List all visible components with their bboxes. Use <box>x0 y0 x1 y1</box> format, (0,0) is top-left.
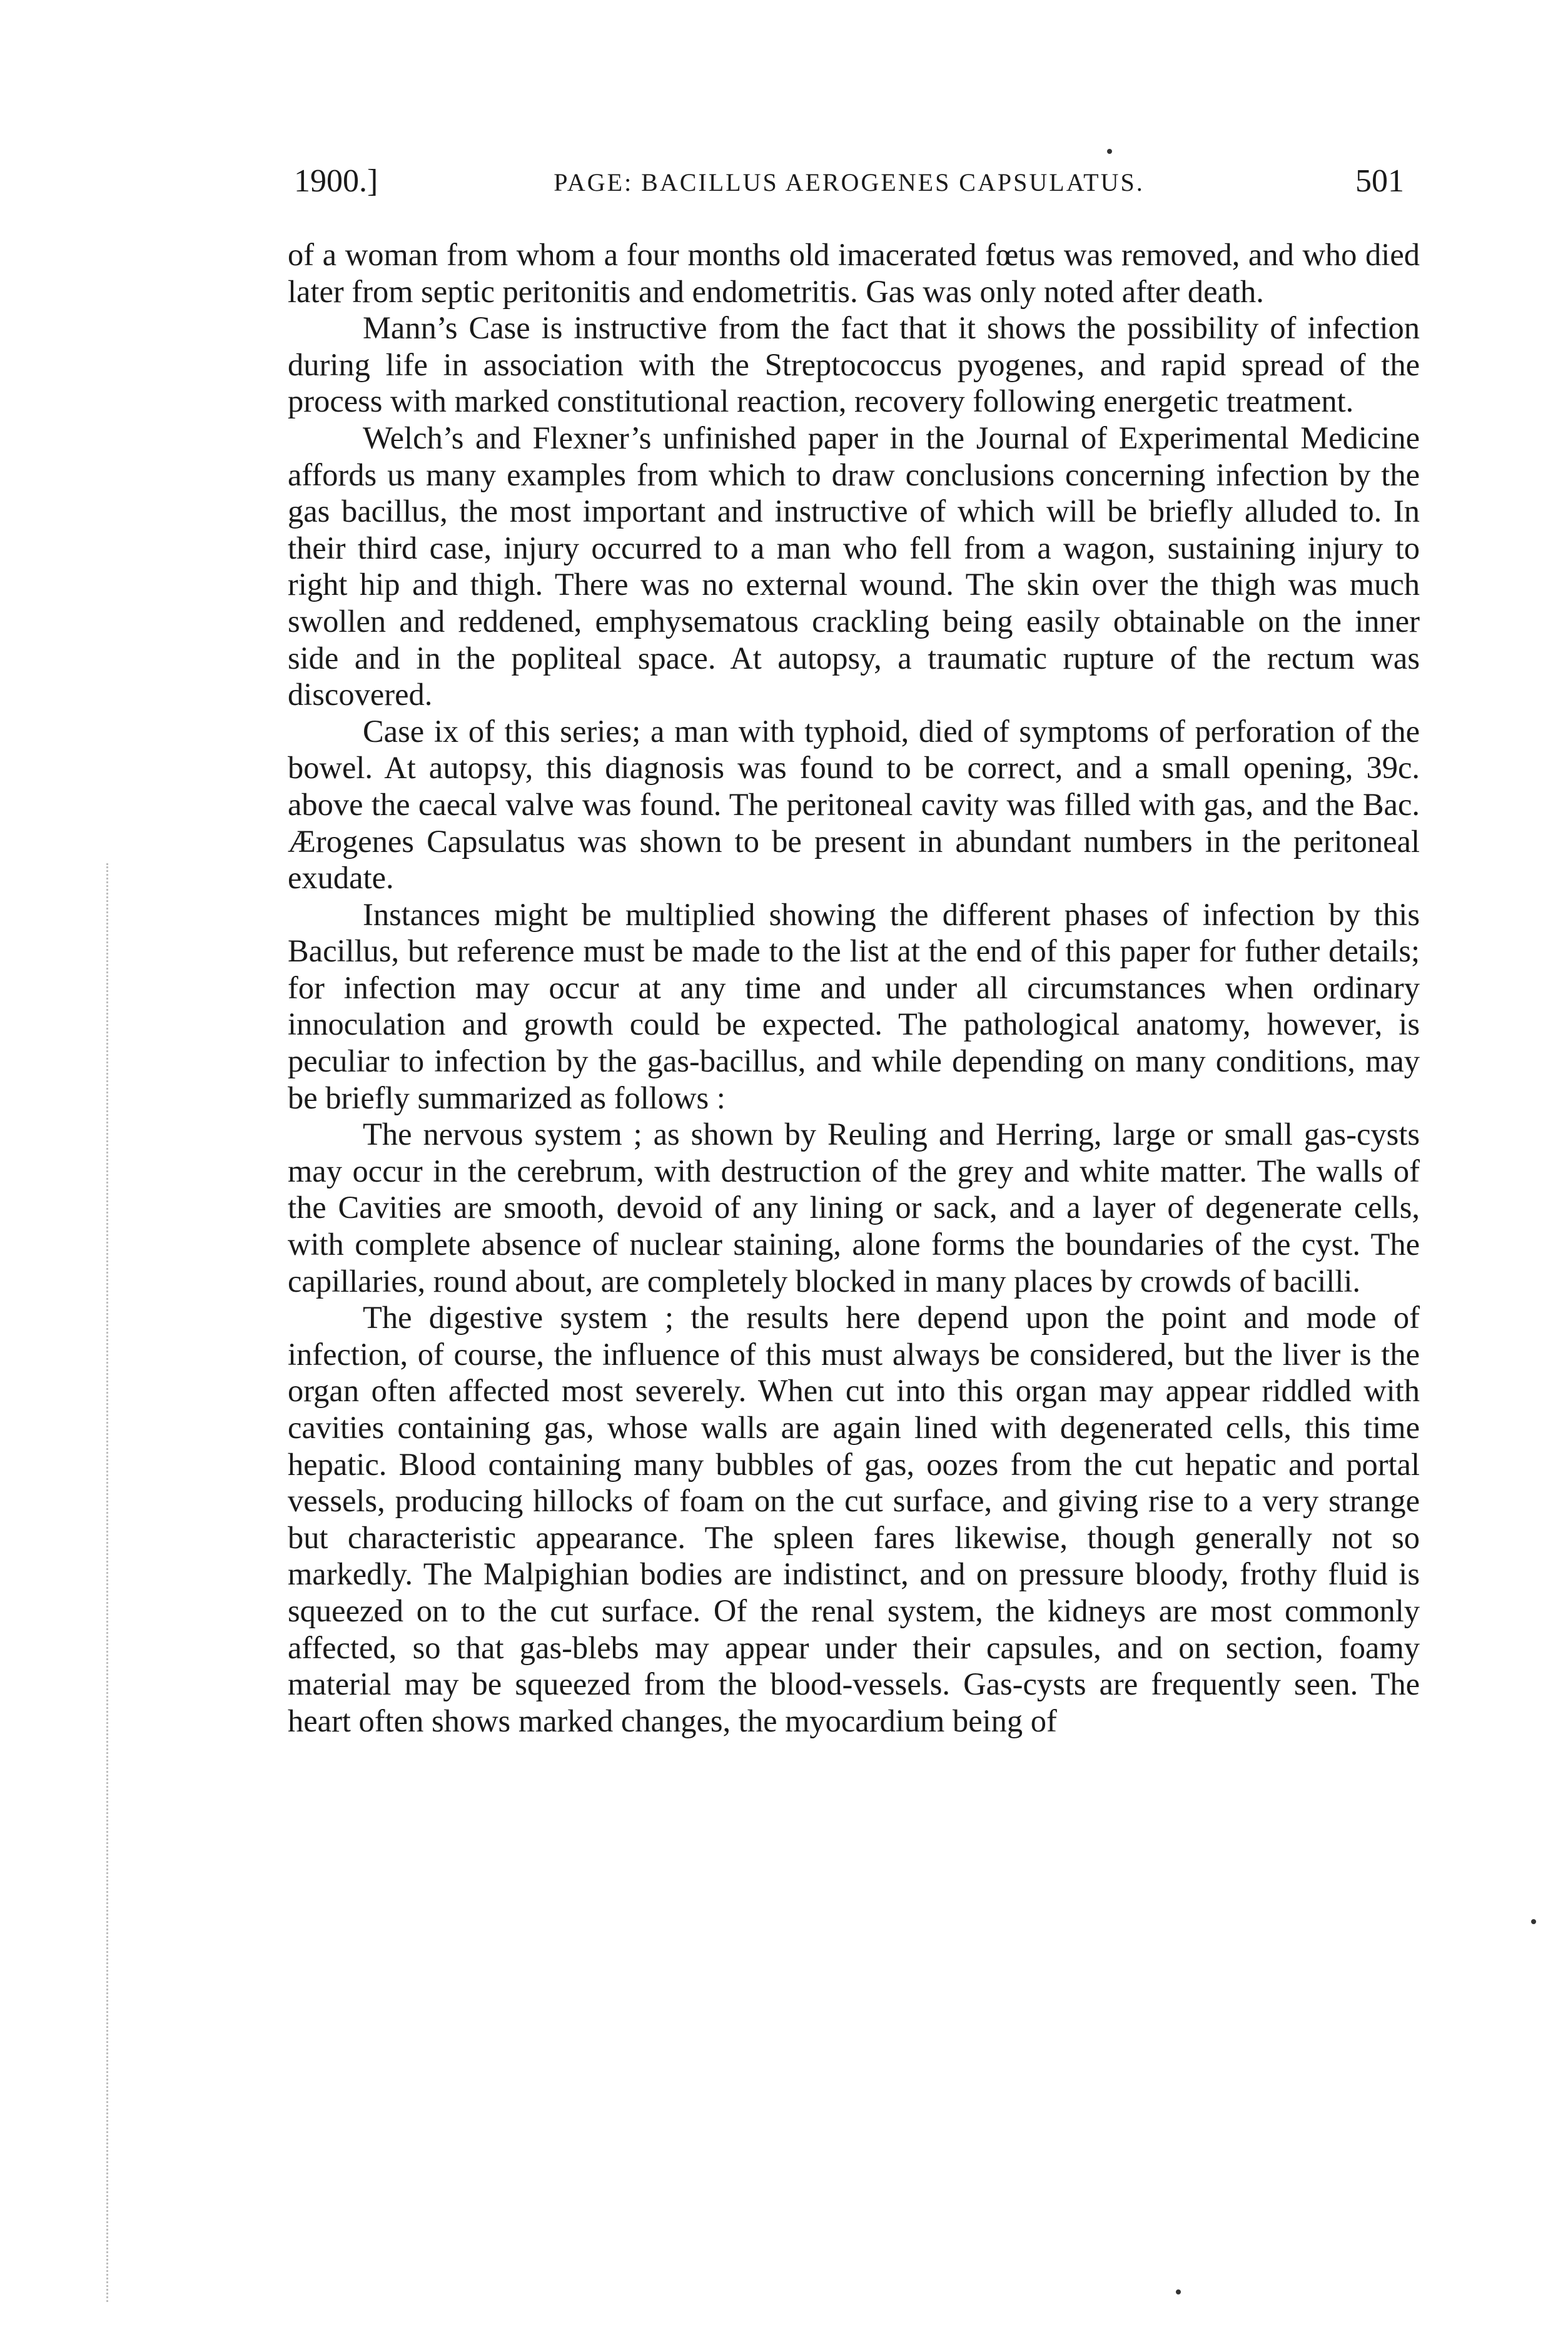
page-number: 501 <box>1355 163 1404 199</box>
stray-speck <box>1107 149 1112 154</box>
stray-speck <box>1176 2289 1181 2294</box>
header-year: 1900.] <box>294 163 378 199</box>
running-header <box>294 160 1404 203</box>
paragraph-5: Instances might be multiplied showing the different phases of infection by this Bacillus, but reference must be made to the list at the end of this paper for futher details; for infection may occur at any time and under all circumstances when ordinary innoculation and growth could be expected. The pathological anatomy, however, is peculiar to infection by the gas-bacillus, and while depending on many conditions, may be briefly summarized as follows : <box>288 896 1420 1115</box>
running-title: PAGE: BACILLUS AEROGENES CAPSULATUS. <box>554 168 1145 196</box>
paragraph-4: Case ix of this series; a man with typhoid, died of symptoms of perforation of the bowel. At autopsy, this diagnosis was found to be correct, and a small opening, 39c. above the caecal valve was found. The peritoneal cavity was filled with gas, and the Bac. Ærogenes Capsulatus was shown to be present in abundant numbers in the peritoneal exudate. <box>288 713 1420 896</box>
paragraph-6: The nervous system ; as shown by Reuling and Herring, large or small gas-cysts may occur in the cerebrum, with destruction of the grey and white matter. The walls of the Cavities are smooth, devoid of any lining or sack, and a layer of degenerate cells, with complete absence of nuclear staining, alone forms the boundaries of the cyst. The capillaries, round about, are completely blocked in many places by crowds of bacilli. <box>288 1117 1420 1299</box>
paragraph-1: of a woman from whom a four months old imacerated fœtus was removed, and who died later from septic peritonitis and endometritis. Gas was only noted after death. <box>288 237 1420 309</box>
binding-margin-specks <box>106 863 121 2302</box>
body-text <box>288 236 1420 1739</box>
paragraph-3: Welch’s and Flexner’s unfinished paper in the Journal of Experimental Medicine affords us many examples from which to draw conclusions concerning infection by the gas bacillus, the most important and instructive of which will be briefly alluded to. In their third case, injury occurred to a man who fell from a wagon, sustaining injury to right hip and thigh. There was no external wound. The skin over the thigh was much swollen and reddened, emphysematous crackling being easily obtainable on the inner side and in the popliteal space. At autopsy, a traumatic rupture of the rectum was discovered. <box>288 420 1420 712</box>
paragraph-2: Mann’s Case is instructive from the fact that it shows the possibility of infection during life in association with the Streptococcus pyogenes, and rapid spread of the process with marked constitutional reaction, recovery following energetic treatment. <box>288 310 1420 419</box>
paragraph-7: The digestive system ; the results here depend upon the point and mode of infection, of course, the influence of this must always be considered, but the liver is the organ often affected most severely. When cut into this organ may appear riddled with cavities containing gas, whose walls are again lined with degenerated cells, this time hepatic. Blood containing many bubbles of gas, oozes from the cut hepatic and portal vessels, producing hillocks of foam on the cut surface, and giving rise to a very strange but characteristic appearance. The spleen fares likewise, though generally not so markedly. The Malpighian bodies are indistinct, and on pressure bloody, frothy fluid is squeezed on to the cut surface. Of the renal system, the kidneys are most commonly affected, so that gas-blebs may appear under their capsules, and on section, foamy material may be squeezed from the blood-vessels. Gas-cysts are frequently seen. The heart often shows marked changes, the myocardium being of <box>288 1300 1420 1738</box>
stray-speck <box>1531 1919 1536 1924</box>
